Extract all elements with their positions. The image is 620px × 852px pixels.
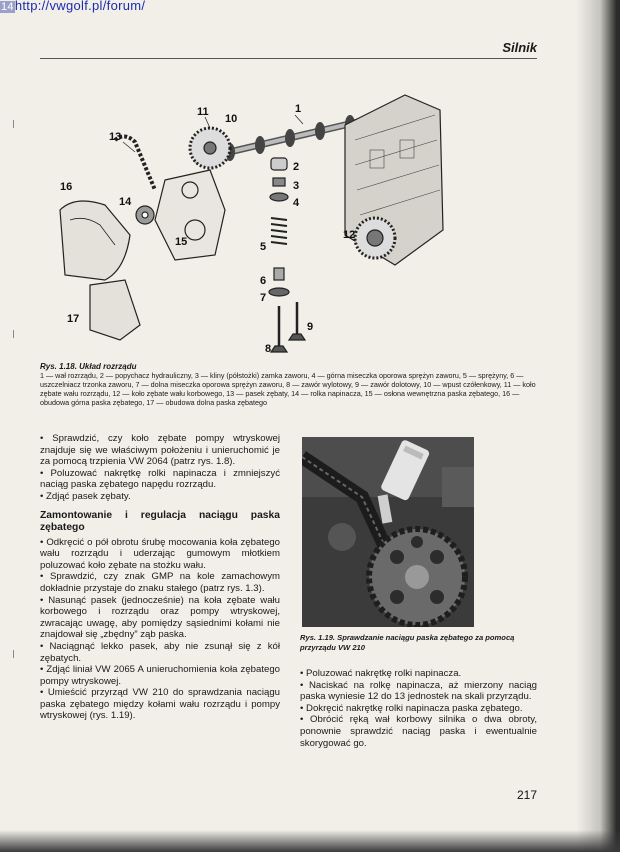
paragraph: • Poluzować nakrętkę rolki napinacza.	[300, 668, 462, 679]
page-edge-shadow	[576, 0, 620, 852]
label-3: 3	[293, 180, 300, 192]
figure-1-caption-title: Rys. 1.18. Układ rozrządu	[40, 362, 137, 371]
paragraph: • Poluzować nakrętkę rolki napinacza i zmniejszyć naciąg paska zębatego napędu rozrządu.	[40, 467, 280, 491]
label-9: 9	[307, 321, 314, 333]
label-17: 17	[67, 313, 80, 325]
paragraph: • Naciskać na rolkę napinacza, aż mierzony naciąg paska wyniesie 12 do 13 jednostek na skali przyrządu.	[300, 679, 537, 703]
label-6: 6	[260, 275, 267, 287]
left-column	[40, 433, 280, 722]
figure-1-caption	[40, 362, 537, 407]
label-8: 8	[265, 343, 272, 355]
section-heading: Zamontowanie i regulacja naciągu paska zębatego	[40, 509, 280, 533]
tension-gauge-photo	[302, 437, 474, 627]
label-4: 4	[293, 197, 300, 209]
label-16: 16	[60, 181, 73, 193]
label-7: 7	[260, 292, 267, 304]
url-text: http://vwgolf.pl/forum/	[14, 0, 146, 13]
paragraph: • Nasunąć pasek (jednocześnie) na koła zębate wału korbowego i rozrządu oraz pompy wtryskowej, zwracając uwagę, aby pomiędzy sąsiednimi kołami nie znajdował się „zbędny” ząb paska.	[40, 594, 280, 641]
figure-2-caption: Rys. 1.19. Sprawdzanie naciągu paska zębatego za pomocą przyrządu VW 210	[300, 633, 515, 652]
timing-system-diagram	[45, 70, 540, 360]
figure-1-caption-body: 1 — wał rozrządu, 2 — popychacz hydrauliczny, 3 — kliny (półstożki) zamka zaworu, 4 — górna miseczka oporowa sprężyn zaworu, 5 — sprężyny, 6 — uszczelniacz trzonka zaworu, 7 — dolna miseczka oporowa sprężyn zaworu, 8 — zawór wylotowy, 9 — zawór dolotowy, 10 — wpust czółenkowy, 11 — koło zębate wału rozrządu, 12 — koło zębate wału korbowego, 13 — pasek zębaty, 14 — rolka napinacza, 15 — osłona wewnętrzna paska zębatego, 16 — obudowa górna paska zębatego, 17 — obudowa dolna paska zębatego	[40, 371, 536, 407]
paragraph: • Zdjąć pasek zębaty.	[40, 490, 131, 502]
label-13: 13	[109, 131, 122, 143]
label-2: 2	[293, 161, 300, 173]
margin-mark	[13, 650, 14, 658]
page-number: 217	[516, 788, 537, 802]
paragraph: • Naciągnąć lekko pasek, aby nie zsunął się z kół zębatych.	[40, 640, 280, 664]
right-column	[300, 668, 537, 749]
margin-mark	[13, 330, 14, 338]
paragraph: • Dokręcić nakrętkę rolki napinacza paska zębatego.	[300, 702, 523, 714]
paragraph: • Zdjąć liniał VW 2065 A unieruchomienia koła zębatego pompy wtryskowej.	[40, 664, 280, 687]
label-11: 11	[197, 106, 209, 118]
header-rule	[40, 58, 537, 59]
section-title: Silnik	[502, 40, 537, 55]
label-12: 12	[343, 229, 356, 241]
margin-mark	[13, 120, 14, 128]
label-10: 10	[225, 113, 238, 125]
paragraph: • Odkręcić o pół obrotu śrubę mocowania koła zębatego wału rozrządu i uderzając gumowym młotkiem poluzować koło zębate na stożku wału.	[40, 536, 280, 571]
label-1: 1	[295, 103, 302, 115]
forum-url-watermark[interactable]	[0, 0, 145, 13]
paragraph: • Sprawdzić, czy koło zębate pompy wtryskowej znajduje się we właściwym położeniu i unieruchomić je za pomocą trzpienia VW 2064 (patrz rys. 1.8).	[40, 433, 280, 468]
page-bottom-shadow	[0, 830, 620, 852]
label-5: 5	[260, 241, 267, 253]
paragraph: • Umieścić przyrząd VW 210 do sprawdzania naciągu paska zębatego między kołami wału rozrządu i pompy wtryskowej (rys. 1.19).	[40, 687, 280, 722]
label-15: 15	[175, 236, 188, 248]
paragraph: • Sprawdzić, czy znak GMP na kole zamachowym dokładnie przystaje do znaku stałego (patrz rys. 1.3).	[40, 571, 280, 594]
url-number: 14	[1, 1, 14, 13]
paragraph: • Obrócić ręką wał korbowy silnika o dwa obroty, ponownie sprawdzić naciąg paska i ewentualnie skorygować go.	[300, 714, 537, 749]
label-14: 14	[119, 196, 132, 208]
